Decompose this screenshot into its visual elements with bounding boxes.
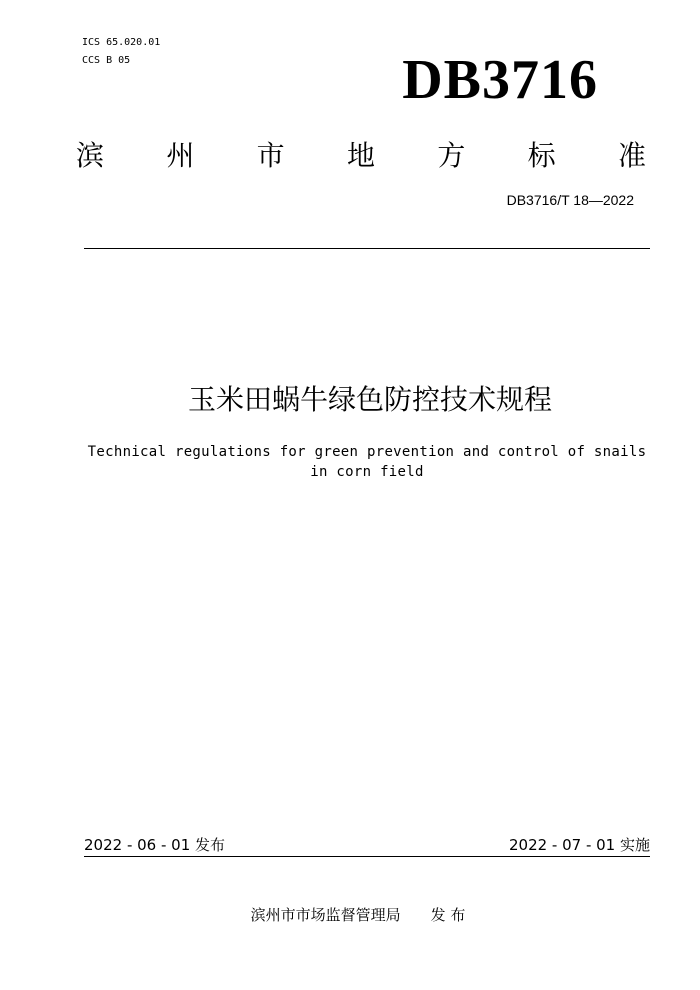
document-title-en: Technical regulations for green prevention and control of snails in corn field [87,444,647,480]
header-divider [84,248,650,249]
issue-date: 2022 - 06 - 01 发布 [84,836,226,854]
document-title-cn: 玉米田蜗牛绿色防控技术规程 [187,383,552,416]
standard-code-large: DB3716 [402,49,598,111]
standard-type-char: 标 [527,139,556,172]
standard-type-heading [76,134,646,174]
standard-type-char: 州 [166,139,195,172]
ics-code: ICS 65.020.01 [82,37,161,48]
standard-type-char: 市 [256,139,285,172]
issuer-line [0,904,700,925]
issuer-label: 发 布 [430,906,466,924]
footer-divider [84,856,650,857]
standard-type-char: 滨 [76,139,105,172]
implementation-date: 2022 - 07 - 01 实施 [508,836,650,854]
standard-type-char: 地 [346,139,375,172]
ccs-code: CCS B 05 [82,55,131,66]
standard-type-char: 准 [617,139,646,172]
standard-type-char: 方 [437,139,466,172]
issuer-name: 滨州市市场监督管理局 [250,906,401,924]
standard-number: DB3716/T 18—2022 [506,192,634,208]
